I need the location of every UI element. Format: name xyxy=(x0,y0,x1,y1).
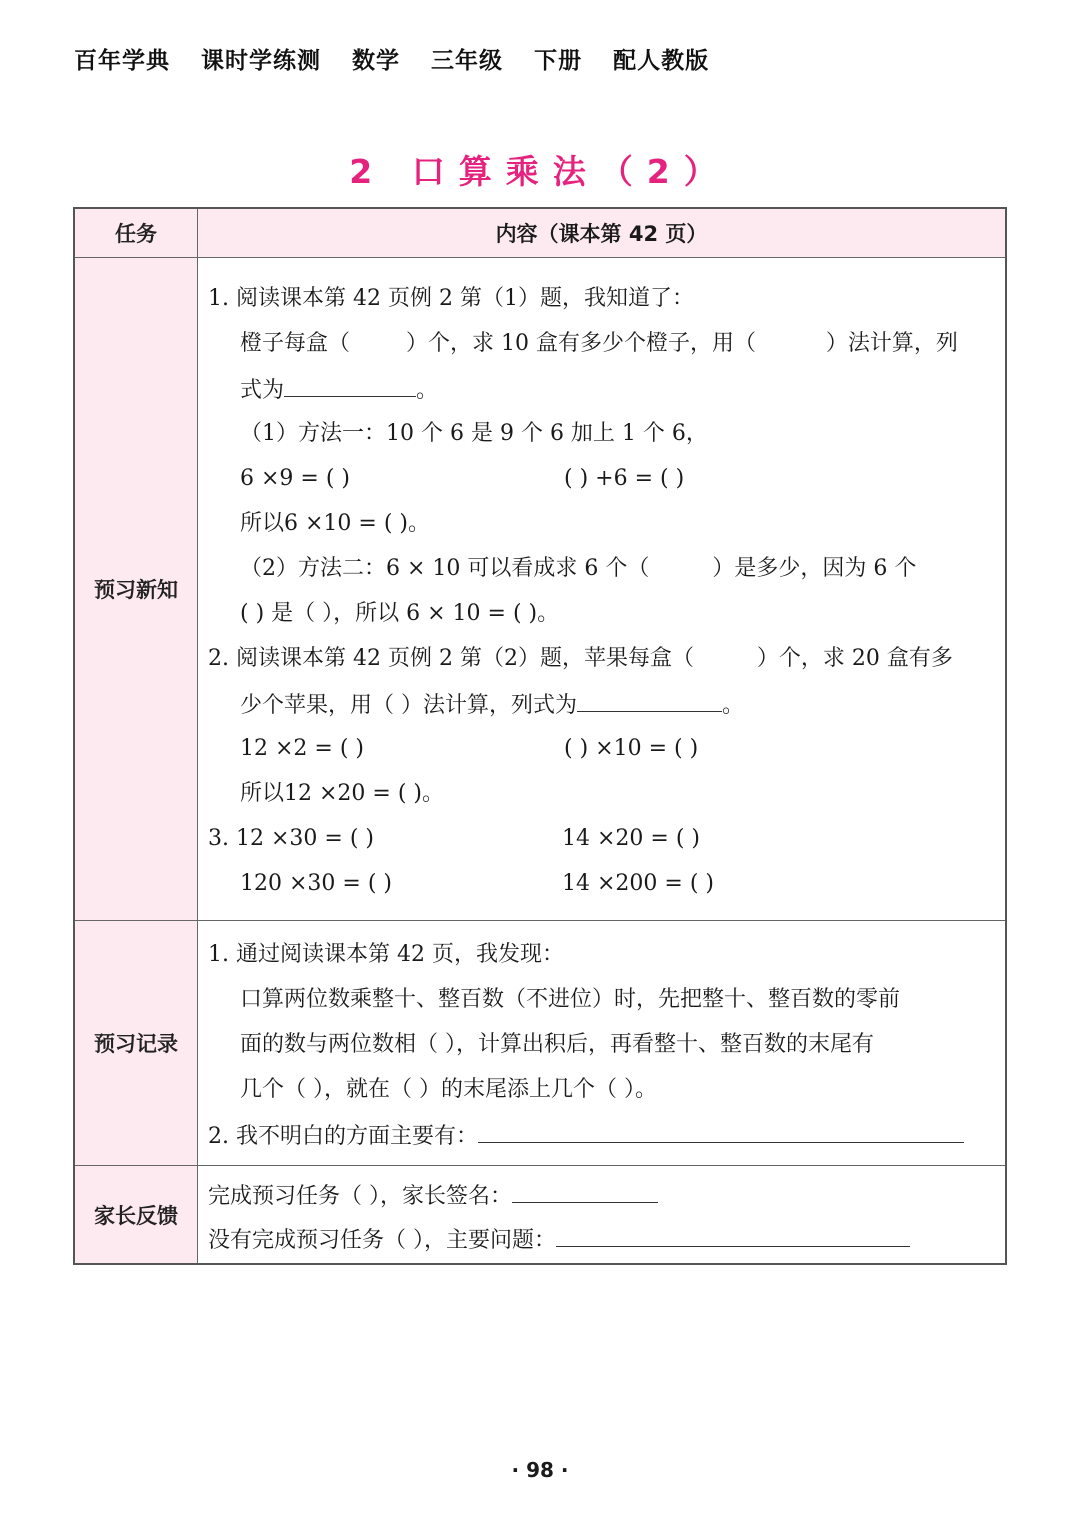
record-line1: 1. 通过阅读课本第 42 页，我发现： xyxy=(208,942,564,967)
q1-line2-a: 式为 xyxy=(240,378,285,403)
q1-line1-a: 橙子每盒（ xyxy=(240,331,351,356)
q2-line1-a: 2. 阅读课本第 42 页例 2 第（2）题，苹果每盒（ xyxy=(208,646,694,671)
method1-conclusion: 所以6 ×10 = ( )。 xyxy=(240,511,430,536)
q2-eq1: 12 ×2 = ( ) xyxy=(240,736,364,761)
q2-line2-b: 。 xyxy=(722,693,745,718)
record-line5 xyxy=(208,1120,964,1152)
record-line3: 面的数与两位数相（ ），计算出积后，再看整十、整百数的末尾有 xyxy=(240,1032,874,1057)
main-problem-blank[interactable] xyxy=(556,1224,910,1247)
book-header xyxy=(74,42,731,75)
q1-formula-blank[interactable] xyxy=(284,374,416,397)
method2-line1-b: ）是多少，因为 6 个 xyxy=(712,556,917,581)
feedback-label: 家长反馈 xyxy=(75,1166,198,1263)
parent-signature-blank[interactable] xyxy=(512,1180,658,1203)
q2-line1-b: ）个，求 20 盒有多 xyxy=(756,646,953,671)
q1-line2-b: 。 xyxy=(416,378,439,403)
table-header-row xyxy=(75,209,1005,257)
q1-head: 1. 阅读课本第 42 页例 2 第（1）题，我知道了： xyxy=(208,286,694,311)
header-book: 课时学练测 xyxy=(201,48,322,74)
record-label: 预习记录 xyxy=(75,921,198,1165)
q1-line1 xyxy=(240,329,958,359)
header-volume: 下册 xyxy=(534,48,583,74)
method1-eq2: ( ) +6 = ( ) xyxy=(564,466,685,491)
feedback-line1-text: 完成预习任务（ ），家长签名： xyxy=(208,1184,512,1209)
header-edition: 配人教版 xyxy=(613,48,710,74)
record-line5-text: 2. 我不明白的方面主要有： xyxy=(208,1124,478,1149)
method1-eq1: 6 ×9 = ( ) xyxy=(240,466,350,491)
q2-line1 xyxy=(208,644,953,674)
page-number: · 98 · xyxy=(511,1458,569,1482)
record-row xyxy=(75,920,1005,1165)
q2-eq2: ( ) ×10 = ( ) xyxy=(564,736,699,761)
feedback-line2-text: 没有完成预习任务（ ），主要问题： xyxy=(208,1228,556,1253)
worksheet-table xyxy=(73,207,1007,1265)
method1-intro: （1）方法一：10 个 6 是 9 个 6 加上 1 个 6， xyxy=(240,421,708,446)
col-content-header: 内容（课本第 42 页） xyxy=(198,209,1005,257)
record-line2: 口算两位数乘整十、整百数（不进位）时，先把整十、整百数的零前 xyxy=(240,987,901,1012)
q3-eq-d: 14 ×200 = ( ) xyxy=(562,871,714,896)
method2-line2: ( ) 是（ ），所以 6 × 10 = ( )。 xyxy=(240,601,560,626)
q2-line2-a: 少个苹果，用（ ）法计算，列式为 xyxy=(240,693,577,718)
q1-line2 xyxy=(240,374,438,406)
header-subject: 数学 xyxy=(352,48,401,74)
q1-line1-b: ）个，求 10 盒有多少个橙子，用（ xyxy=(405,331,756,356)
header-grade: 三年级 xyxy=(431,48,504,74)
preview-label: 预习新知 xyxy=(75,258,198,920)
method2-line1 xyxy=(240,554,916,584)
record-line4: 几个（ ），就在（ ）的末尾添上几个（ ）。 xyxy=(240,1077,657,1102)
header-series: 百年学典 xyxy=(74,48,170,74)
q1-line1-c: ）法计算，列 xyxy=(825,331,958,356)
feedback-line1 xyxy=(208,1180,658,1212)
preview-content xyxy=(198,258,1005,920)
q2-line2 xyxy=(240,689,744,721)
q2-formula-blank[interactable] xyxy=(577,689,722,712)
lesson-title: 2 口算乘法（2） xyxy=(349,152,731,191)
col-task-header: 任务 xyxy=(75,209,198,257)
preview-row xyxy=(75,257,1005,920)
feedback-row xyxy=(75,1165,1005,1263)
q3-eq-a: 3. 12 ×30 = ( ) xyxy=(208,826,374,851)
q2-conclusion: 所以12 ×20 = ( )。 xyxy=(240,781,444,806)
questions-blank[interactable] xyxy=(478,1120,964,1143)
q3-eq-b: 14 ×20 = ( ) xyxy=(562,826,700,851)
q3-eq-c: 120 ×30 = ( ) xyxy=(240,871,392,896)
record-content xyxy=(198,921,1005,1165)
feedback-content xyxy=(198,1166,1005,1263)
method2-line1-a: （2）方法二：6 × 10 可以看成求 6 个（ xyxy=(240,556,650,581)
feedback-line2 xyxy=(208,1224,910,1256)
